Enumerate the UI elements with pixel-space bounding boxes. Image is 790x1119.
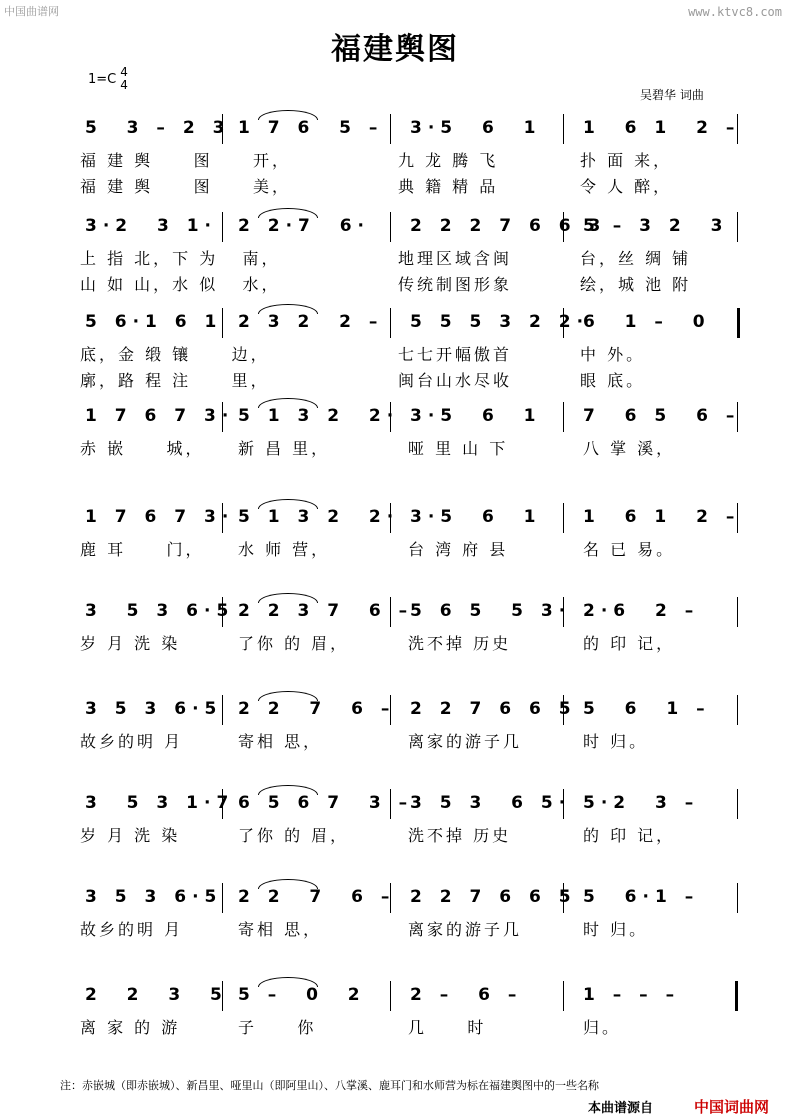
note-measure: 1 – – – (583, 985, 681, 1005)
lyric-text-verse2: 绘，城 池 附 (580, 275, 692, 294)
barline (390, 981, 391, 1011)
lyric-text: 的 印 记， (583, 634, 676, 653)
lyric-text: 九 龙 腾 飞 (398, 151, 499, 170)
lyric-text: 上 指 北，下 为 南， (80, 249, 281, 268)
footnote: 注：赤嵌城（即赤嵌城）、新昌里、哑里山（即阿里山）、八掌溪、鹿耳门和水师营为标在福建舆图中的一些名称 (60, 1079, 599, 1092)
lyric-text-verse2: 廓，路 程 注 里， (80, 371, 270, 390)
lyric-text-verse2: 令 人 醉， (580, 177, 673, 196)
note-measure: 2 2 7 6 – (238, 887, 396, 907)
note-measure: 2 2 7 6 6 5 (410, 699, 577, 719)
lyric-text: 中 外。 (580, 345, 646, 364)
slur (258, 304, 318, 314)
note-measure: 2 3 2 2 – (238, 312, 384, 332)
source-label: 本曲谱源自 (588, 1101, 654, 1116)
lyric-text-verse2: 山 如 山，水 似 水， (80, 275, 281, 294)
note-measure: 2·6 2 – (583, 601, 700, 621)
lyric-text: 地理区域含闽 (398, 249, 513, 268)
lyric-text: 水 师 营， (238, 540, 331, 559)
lyric-text: 台 湾 府 县 (408, 540, 509, 559)
barline (390, 212, 391, 242)
note-measure: 2 2 7 6 6 5 (410, 887, 577, 907)
barline (737, 597, 738, 627)
lyric-text: 哑 里 山 下 (408, 439, 509, 458)
song-title: 福建舆图 (331, 32, 459, 67)
key-label: 1=C (88, 71, 117, 87)
note-measure: 3·5 6 1 (410, 406, 542, 426)
lyric-text: 离家的游子几 (408, 732, 523, 751)
note-measure: 7 6 5 6 – (583, 406, 741, 426)
author-credit: 吴碧华 词曲 (640, 88, 704, 102)
lyric-text: 洗不掉 历史 (408, 634, 512, 653)
lyric-text: 台，丝 绸 铺 (580, 249, 692, 268)
note-measure: 6 5 6 7 3 – (238, 793, 414, 813)
slur (258, 785, 318, 795)
note-measure: 3·5 6 1 (410, 118, 542, 138)
barline (563, 981, 564, 1011)
lyric-text: 洗不掉 历史 (408, 826, 512, 845)
lyric-text: 八 掌 溪， (583, 439, 676, 458)
lyric-text: 的 印 记， (583, 826, 676, 845)
note-measure: 5 6 1 – (583, 699, 711, 719)
slur (258, 593, 318, 603)
note-measure: 2 2 3 7 6 – (238, 601, 414, 621)
note-measure: 5·2 3 – (583, 793, 700, 813)
lyric-text: 岁 月 洗 染 (80, 826, 181, 845)
lyric-text-verse2: 闽台山水尽收 (398, 371, 513, 390)
note-measure: 3 5 3 6·5 (85, 887, 223, 907)
note-measure: 1 7 6 5 – (238, 118, 384, 138)
lyric-text: 鹿 耳 门， (80, 540, 205, 559)
barline (222, 212, 223, 242)
lyric-text: 七七开幅傲首 (398, 345, 513, 364)
note-measure: 3·5 6 1 (410, 507, 542, 527)
slur (258, 879, 318, 889)
lyric-text: 几 时 (408, 1018, 487, 1037)
note-measure: 5 5 5 3 2 2· (410, 312, 590, 332)
source-site: 中国词曲网 (694, 1098, 770, 1116)
lyric-text: 岁 月 洗 染 (80, 634, 181, 653)
slur (258, 977, 318, 987)
lyric-text: 时 归。 (583, 920, 649, 939)
note-measure: 3 5 3 6·5 (85, 699, 223, 719)
lyric-text: 赤 嵌 城， (80, 439, 205, 458)
time-num: 4 (120, 65, 128, 79)
barline (563, 503, 564, 533)
time-den: 4 (120, 78, 128, 92)
note-measure: 5 1 3 2 2· (238, 406, 400, 426)
lyric-text-verse2: 传统制图形象 (398, 275, 513, 294)
note-measure: 5 – 3 2 3 (583, 216, 729, 236)
lyric-text: 归。 (583, 1018, 622, 1037)
note-measure: 1 6 1 2 – (583, 118, 741, 138)
barline (737, 308, 740, 338)
note-measure: 2 2·7 6· (238, 216, 370, 236)
lyric-text: 时 归。 (583, 732, 649, 751)
lyric-text: 子 你 (238, 1018, 317, 1037)
lyric-text: 底，金 缎 镶 边， (80, 345, 270, 364)
note-measure: 5 3 – 2 3 (85, 118, 231, 138)
lyric-text: 了你 的 眉， (238, 826, 350, 845)
note-measure: 2 2 3 5 (85, 985, 228, 1005)
time-signature (120, 66, 128, 92)
lyric-text: 故乡的明 月 (80, 920, 184, 939)
barline (737, 695, 738, 725)
note-measure: 2 2 2 7 6 6 3 (410, 216, 607, 236)
slur (258, 398, 318, 408)
note-measure: 1 6 1 2 – (583, 507, 741, 527)
note-measure: 5 6·1 6 1 (85, 312, 223, 332)
barline (735, 981, 738, 1011)
note-measure: 5 6 5 5 3· (410, 601, 572, 621)
barline (737, 789, 738, 819)
barline (563, 402, 564, 432)
note-measure: 2 2 7 6 – (238, 699, 396, 719)
lyric-text: 扑 面 来， (580, 151, 673, 170)
key-signature (88, 66, 128, 92)
note-measure: 5 – 0 2 (238, 985, 366, 1005)
note-measure: 3 5 3 6 5· (410, 793, 572, 813)
lyric-text: 了你 的 眉， (238, 634, 350, 653)
note-measure: 1 7 6 7 3· (85, 507, 235, 527)
lyric-text: 名 已 易。 (583, 540, 676, 559)
lyric-text: 寄相 思， (238, 920, 323, 939)
barline (390, 308, 391, 338)
note-measure: 5 6·1 – (583, 887, 700, 907)
barline (390, 114, 391, 144)
note-measure: 3 5 3 1·7 (85, 793, 235, 813)
lyric-text: 离 家 的 游 (80, 1018, 181, 1037)
slur (258, 691, 318, 701)
lyric-text: 新 昌 里， (238, 439, 331, 458)
note-measure: 1 7 6 7 3· (85, 406, 235, 426)
lyric-text: 离家的游子几 (408, 920, 523, 939)
note-measure: 5 1 3 2 2· (238, 507, 400, 527)
note-measure: 3 5 3 6·5 (85, 601, 235, 621)
note-measure: 6 1 – 0 (583, 312, 711, 332)
barline (737, 883, 738, 913)
barline (563, 114, 564, 144)
slur (258, 208, 318, 218)
slur (258, 499, 318, 509)
lyric-text: 福 建 舆 图 开， (80, 151, 292, 170)
barline (737, 212, 738, 242)
lyric-text: 故乡的明 月 (80, 732, 184, 751)
note-measure: 3·2 3 1· (85, 216, 217, 236)
lyric-text-verse2: 眼 底。 (580, 371, 646, 390)
lyric-text: 寄相 思， (238, 732, 323, 751)
lyric-text-verse2: 福 建 舆 图 美， (80, 177, 292, 196)
slur (258, 110, 318, 120)
watermark-right: www.ktvc8.com (688, 5, 782, 19)
lyric-text-verse2: 典 籍 精 品 (398, 177, 499, 196)
note-measure: 2 – 6 – (410, 985, 523, 1005)
watermark-left: 中国曲谱网 (4, 5, 59, 18)
